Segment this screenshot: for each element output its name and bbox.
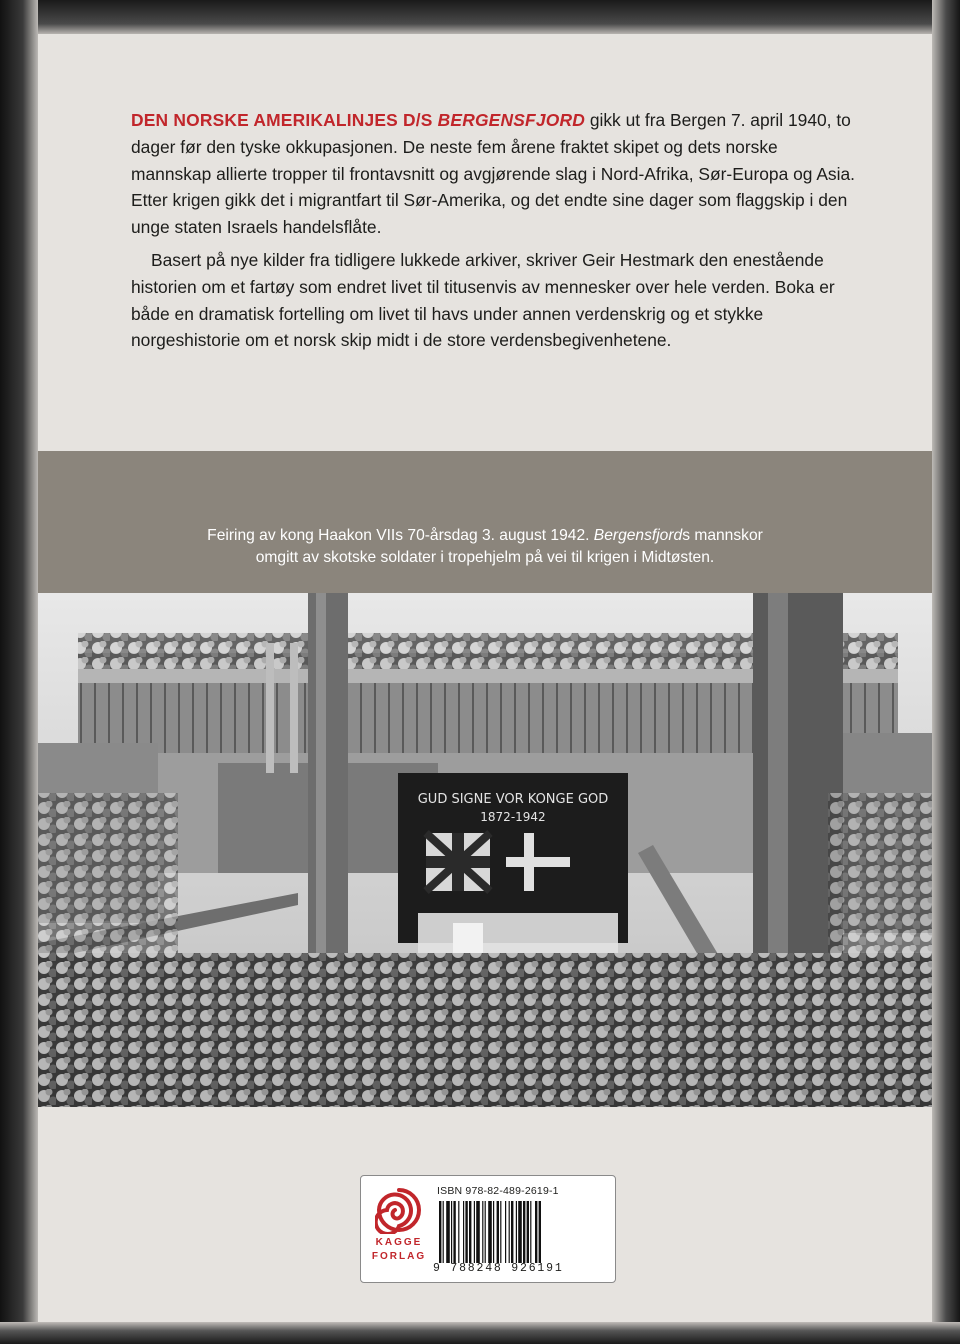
caption-ship-name: Bergensfjord [593,527,683,544]
norwegian-flag [506,833,570,891]
book-edge-left [0,0,38,1344]
book-edge-right [932,0,960,1344]
blurb-lead-prefix: DEN NORSKE AMERIKALINJES D/S [131,110,438,130]
photo-caption [38,525,932,569]
ship-deck-photo [38,593,932,1107]
publisher-logo-block [367,1186,431,1272]
blurb-paragraph-2: Basert på nye kilder fra tidligere lukkede arkiver, skriver Geir Hestmark den enestående historien om et fartøy som endret livet til titusenvis av mennesker over hele verden. Boka er både en dramatisk fortelling om livet til havs under annen verdenskrig og et stykke norgeshistorie om et norsk skip midt i de store verdensbegivenhetene. [131,249,835,351]
caption-part-2: s mannskor [682,527,763,544]
kagge-spiral-icon [375,1186,423,1234]
barcode-digits: 9 788248 926191 [433,1262,564,1275]
caption-part-1: Feiring av kong Haakon VIIs 70-årsdag 3. august 1942. [207,527,594,544]
photo-banner-years: 1872-1942 [480,810,546,824]
publisher-name-line-1: KAGGE [375,1237,423,1248]
isbn-label: ISBN 978-82-489-2619-1 [437,1185,559,1197]
book-edge-bottom [0,1322,960,1344]
back-cover [38,34,932,1322]
book-edge-top [0,0,960,34]
back-cover-blurb [131,107,861,354]
blurb-lead-ship: BERGENSFJORD [437,110,585,130]
blurb-paragraph-1-text: gikk ut fra Bergen 7. april 1940, to dager før den tyske okkupasjonen. De neste fem årene fraktet skipet og dets norske mannskap allierte tropper til frontavsnitt og avgjørende slag i Nord-Afrika, Sør-Europa og Asia. Etter krigen gikk det i migrantfart til Sør-Amerika, og det endte sine dager som flaggskip i den unge staten Israels handelsflåte. [131,110,855,238]
publisher-name-line-2: FORLAG [371,1251,427,1262]
historical-photo [38,593,932,1107]
union-jack-flag [426,833,490,891]
blurb-lead [131,110,585,130]
isbn-barcode-box [360,1175,616,1283]
caption-line-1 [38,525,932,547]
photo-banner-text: GUD SIGNE VOR KONGE GOD [417,792,609,807]
barcode-bars [437,1201,607,1263]
caption-line-2: omgitt av skotske soldater i tropehjelm på vei til krigen i Midtøsten. [255,549,715,566]
blurb-paragraph-1 [131,107,861,241]
